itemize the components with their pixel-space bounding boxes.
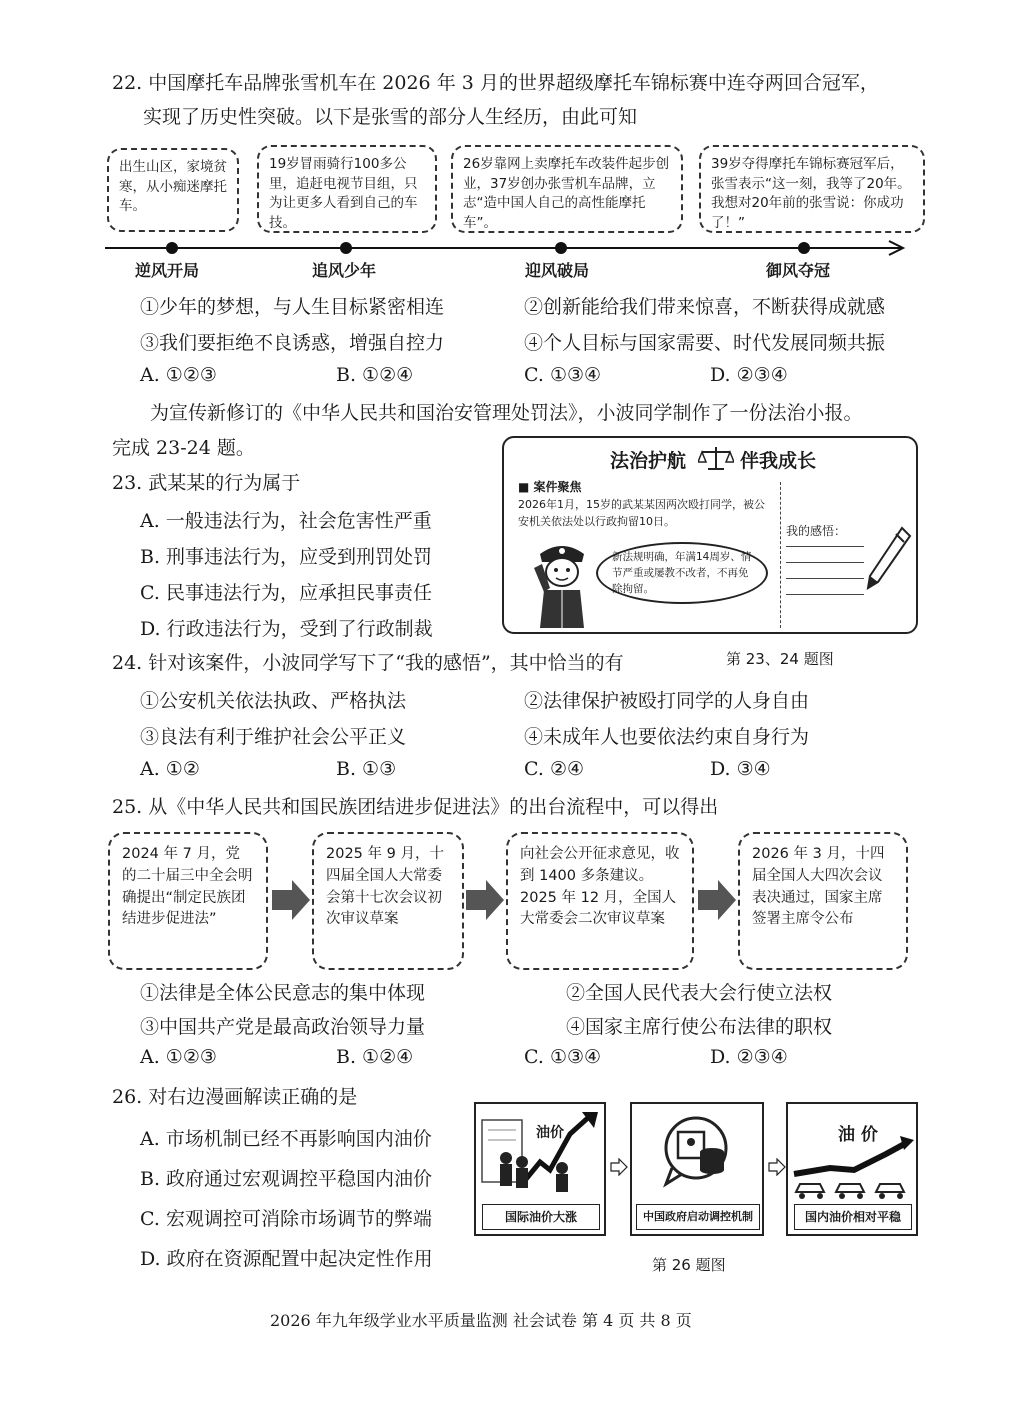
q24-choice-b: B. ①③ (336, 758, 397, 780)
reflection-line-1 (786, 546, 864, 547)
q23-choice-b: B. 刑事违法行为，应受到刑罚处罚 (140, 546, 433, 568)
timeline-dot-1 (166, 242, 178, 254)
q24-choice-a: A. ①② (140, 758, 200, 780)
q23-choice-a: A. 一般违法行为，社会危害性严重 (140, 510, 432, 532)
q22-choice-c: C. ①③④ (524, 364, 602, 386)
q25-choice-a: A. ①②③ (140, 1046, 217, 1068)
flow-arrow-1-icon (272, 880, 310, 920)
q22-item-2: ②创新能给我们带来惊喜，不断获得成就感 (524, 296, 886, 318)
q25-item-4: ④国家主席行使公布法律的职权 (566, 1016, 833, 1038)
panel3-oil-label: 油 价 (838, 1125, 878, 1145)
flow-arrow-3-icon (698, 880, 736, 920)
police-figure-icon (530, 534, 594, 630)
q22-choice-a: A. ①②③ (140, 364, 217, 386)
q22-item-3: ③我们要拒绝不良诱惑，增强自控力 (140, 332, 445, 354)
q25-flow-step-3: 向社会公开征求意见，收到 1400 多条建议。2025 年 12 月，全国人大常委会二次审议草案 (506, 832, 694, 970)
q22-item-1: ①少年的梦想，与人生目标紧密相连 (140, 296, 445, 318)
q26-choice-c: C. 宏观调控可消除市场调节的弊端 (140, 1208, 432, 1230)
q23-choice-c: C. 民事违法行为，应承担民事责任 (140, 582, 432, 604)
panel1-caption: 国际油价大涨 (482, 1204, 600, 1230)
q25-item-3: ③中国共产党是最高政治领导力量 (140, 1016, 426, 1038)
q22-stem-line1: 22. 中国摩托车品牌张雪机车在 2026 年 3 月的世界超级摩托车锦标赛中连夺两回合冠军， (112, 72, 879, 94)
stage-label-1: 逆风开局 (135, 261, 200, 280)
timeline-dot-3 (555, 242, 567, 254)
scales-icon (698, 444, 734, 472)
law-poster (502, 436, 918, 634)
poster-reflection-label: 我的感悟： (786, 524, 847, 538)
q24-choice-d: D. ③④ (710, 758, 771, 780)
flow-arrow-2-icon (466, 880, 504, 920)
pencil-icon (862, 524, 912, 594)
reflection-line-3 (786, 578, 864, 579)
bubble-text: 新法规明确，年满14周岁、情节严重或屡教不改者，不再免除拘留。 (612, 551, 752, 595)
q24-item-2: ②法律保护被殴打同学的人身自由 (524, 690, 810, 712)
q25-flow-step-1: 2024 年 7 月，党的二十届三中全会明确提出“制定民族团结进步促进法” (108, 832, 268, 970)
q22-choice-b: B. ①②④ (336, 364, 414, 386)
q22-item-4: ④个人目标与国家需要、时代发展同频共振 (524, 332, 886, 354)
intro-23-24-line1: 为宣传新修订的《中华人民共和国治安管理处罚法》，小波同学制作了一份法治小报。 (150, 402, 863, 424)
reflection-line-4 (786, 594, 864, 595)
q25-stem: 25. 从《中华人民共和国民族团结进步促进法》的出台流程中，可以得出 (112, 796, 719, 818)
control-mechanism-icon (662, 1112, 736, 1192)
poster-divider (780, 482, 781, 628)
q23-choice-d: D. 行政违法行为，受到了行政制裁 (140, 618, 433, 640)
q25-item-1: ①法律是全体公民意志的集中体现 (140, 982, 426, 1004)
poster-case-text: 2026年1月，15岁的武某某因两次殴打同学，被公安机关依法处以行政拘留10日。 (518, 498, 765, 529)
q24-item-3: ③良法有利于维护社会公平正义 (140, 726, 407, 748)
timeline-dot-2 (340, 242, 352, 254)
q22-box-3: 26岁靠网上卖摩托车改装件起步创业，37岁创办张雪机车品牌，立志“造中国人自己的高性能摩托车”。 (451, 145, 683, 233)
panel2-caption: 中国政府启动调控机制 (636, 1204, 760, 1230)
q26-choice-a: A. 市场机制已经不再影响国内油价 (140, 1128, 432, 1150)
intro-23-24-line2: 完成 23-24 题。 (112, 437, 255, 459)
panel-arrow-2-icon (768, 1158, 786, 1176)
stage-label-3: 迎风破局 (525, 261, 590, 280)
oil-price-rise-icon (478, 1106, 602, 1202)
comic-panel-3 (786, 1102, 918, 1236)
page-footer: 2026 年九年级学业水平质量监测 社会试卷 第 4 页 共 8 页 (270, 1311, 692, 1330)
q26-choice-b: B. 政府通过宏观调控平稳国内油价 (140, 1168, 433, 1190)
q22-box-4: 39岁夺得摩托车锦标赛冠军后，张雪表示“这一刻，我等了20年。我想对20年前的张雪说：你成功了！” (699, 145, 925, 233)
q24-stem: 24. 针对该案件，小波同学写下了“我的感悟”，其中恰当的有 (112, 652, 624, 674)
poster-title-left: 法治护航 (610, 450, 687, 472)
q22-box-2: 19岁冒雨骑行100多公里，追赶电视节目组，只为让更多人看到自己的车技。 (257, 145, 437, 233)
stable-price-cars-icon (790, 1134, 914, 1204)
stage-label-4: 御风夺冠 (766, 261, 831, 280)
reflection-line-2 (786, 562, 864, 563)
panel-arrow-1-icon (610, 1158, 628, 1176)
poster-title-right: 伴我成长 (740, 450, 817, 472)
stage-label-2: 追风少年 (312, 261, 377, 280)
q25-choice-b: B. ①②④ (336, 1046, 414, 1068)
timeline-dot-4 (798, 242, 810, 254)
q26-stem: 26. 对右边漫画解读正确的是 (112, 1086, 358, 1108)
q25-flow-step-4: 2026 年 3 月，十四届全国人大四次会议表决通过，国家主席签署主席令公布 (738, 832, 908, 970)
panel3-caption: 国内油价相对平稳 (794, 1204, 912, 1230)
q24-item-1: ①公安机关依法执政、严格执法 (140, 690, 407, 712)
q26-caption: 第 26 题图 (652, 1256, 726, 1274)
q25-choice-d: D. ②③④ (710, 1046, 788, 1068)
q25-choice-c: C. ①③④ (524, 1046, 602, 1068)
q24-choice-c: C. ②④ (524, 758, 585, 780)
poster-section-title: ■ 案件聚焦 (518, 480, 582, 494)
comic-panel-1 (474, 1102, 606, 1236)
q24-item-4: ④未成年人也要依法约束自身行为 (524, 726, 810, 748)
comic-panel-2 (630, 1102, 764, 1236)
panel1-oil-label: 油价 (536, 1125, 564, 1141)
q22-choice-d: D. ②③④ (710, 364, 788, 386)
q25-item-2: ②全国人民代表大会行使立法权 (566, 982, 833, 1004)
poster-caption: 第 23、24 题图 (726, 650, 834, 668)
q22-timeline (105, 238, 915, 258)
q26-choice-d: D. 政府在资源配置中起决定性作用 (140, 1248, 433, 1270)
q22-box-1: 出生山区，家境贫寒，从小痴迷摩托车。 (107, 148, 239, 232)
q23-stem: 23. 武某某的行为属于 (112, 472, 301, 494)
q25-flow-step-2: 2025 年 9 月，十四届全国人大常委会第十七次会议初次审议草案 (312, 832, 464, 970)
q22-stem-line2: 实现了历史性突破。以下是张雪的部分人生经历，由此可知 (143, 106, 638, 128)
